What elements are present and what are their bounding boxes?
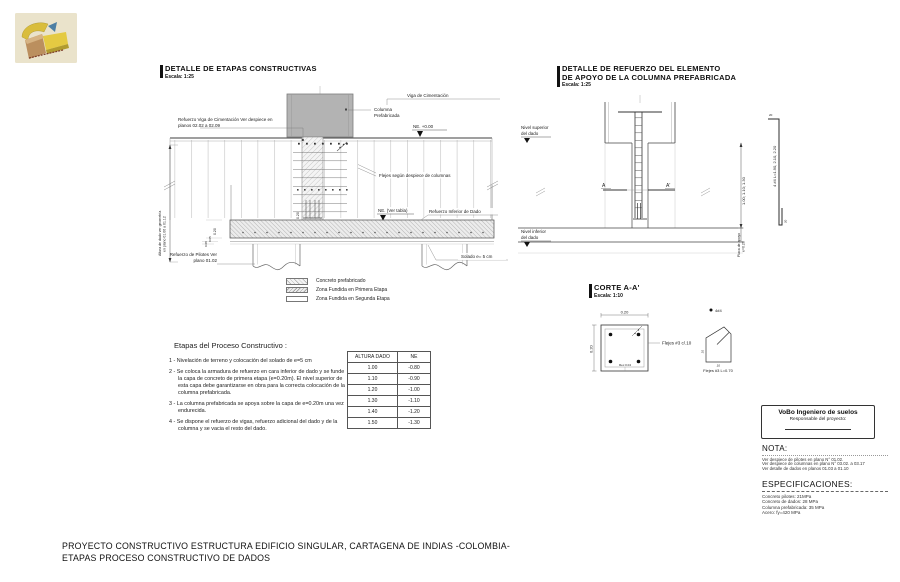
legend-label: Zona Fundida en Primera Etapa bbox=[316, 287, 388, 294]
label-fleje-detalle: Flejes #3 L=0.70 bbox=[703, 368, 733, 373]
nota-line: Ver despiece de pilotes en plano N° 01.02. bbox=[762, 456, 844, 462]
especificaciones-line: Concreto de dados: 28 MPa bbox=[762, 499, 819, 505]
right-detail-scale: Escala: 1:25 bbox=[562, 82, 591, 88]
nota-line: Ver detalle de dados en planos 01.03 a 01.10 bbox=[762, 466, 849, 472]
level-marker-icon bbox=[524, 138, 530, 143]
label-nivel-inferior-2: del dado bbox=[521, 235, 539, 240]
column-ties-ladder bbox=[293, 150, 347, 214]
corte-scale: Escala: 1:10 bbox=[594, 292, 623, 299]
slab-lines bbox=[518, 228, 743, 253]
table-cell: -1.10 bbox=[398, 396, 431, 407]
bottom-rebar-dots bbox=[234, 231, 490, 234]
especificaciones-block bbox=[762, 479, 888, 516]
label-refuerzo-pilotes-1: Refuerzo de Pilotes Ver bbox=[169, 252, 217, 257]
table-cell: 1.40 bbox=[348, 407, 398, 418]
legend-swatch-stage2 bbox=[286, 296, 308, 303]
label-nivel-inferior-1: Nivel inferior bbox=[521, 229, 547, 234]
label-refuerzo-inferior: Refuerzo Inferior de Dado bbox=[429, 209, 481, 214]
leader-dot bbox=[345, 109, 347, 111]
footer-line-2: ETAPAS PROCESO CONSTRUCTIVO DE DADOS bbox=[62, 552, 271, 563]
signature-line bbox=[785, 429, 851, 430]
table-row bbox=[348, 407, 431, 418]
slab-dim-ticks bbox=[202, 220, 222, 244]
label-columna-2: Prefabricada bbox=[374, 113, 400, 118]
dim-solado-2: 0.08 bbox=[204, 241, 208, 247]
nota-title: NOTA: bbox=[762, 444, 788, 453]
label-ne-tabla: NE. (Ver tabla) bbox=[378, 208, 408, 213]
altura-dado-table bbox=[347, 351, 431, 429]
process-step: 2 - Se coloca la armadura de refuerzo en cara inferior de dado y se funde la capa de concreto de primera etapa (e=0.20m). El nivel superior de esta capa debe garantizarse en obra para la correcta colocación de la columna prefabricada. bbox=[169, 369, 345, 396]
label-refuerzo-pilotes-2: plano 01.02 bbox=[193, 258, 217, 263]
table-cell: -0.80 bbox=[398, 363, 431, 374]
label-solado: Solado e= 5 cm bbox=[461, 254, 493, 259]
table-cell: 1.30 bbox=[348, 396, 398, 407]
label-altura-dado-1: Altura de dado ver geometría bbox=[158, 210, 162, 256]
label-placa-2: e=0.20 bbox=[741, 241, 746, 252]
dim-altura-dado: 1.00; 1.10; 1.30 bbox=[741, 177, 746, 205]
right-detail-title-2: DE APOYO DE LA COLUMNA PREFABRICADA bbox=[562, 72, 737, 82]
legend-item bbox=[286, 287, 390, 294]
dim-pedestal: 0.20 bbox=[296, 212, 300, 219]
legend-swatch-prefab bbox=[286, 278, 308, 285]
table-row bbox=[348, 374, 431, 385]
label-barra-detalle: 4 #4 L=1.90, 2.10, 2.20 bbox=[772, 145, 777, 187]
company-logo bbox=[15, 13, 77, 63]
right-title-bar bbox=[557, 66, 560, 87]
table-row bbox=[348, 418, 431, 429]
vobo-title: VoBo Ingeniero de suelos bbox=[778, 409, 858, 416]
nota-block bbox=[762, 444, 888, 472]
legend-label: Concreto prefabricado bbox=[316, 278, 366, 285]
especificaciones-line: Acero: fy=420 MPa bbox=[762, 510, 801, 516]
label-barras: 4#4 bbox=[715, 308, 722, 313]
table-cell: 1.50 bbox=[348, 418, 398, 429]
legend-swatch-stage1 bbox=[286, 287, 308, 294]
label-viga-cimentacion: Viga de Cimentación bbox=[407, 93, 449, 98]
process-title: Etapas del Proceso Constructivo : bbox=[174, 341, 287, 350]
corte-title: CORTE A-A' bbox=[594, 283, 640, 292]
anchor-ladder bbox=[618, 112, 662, 219]
pile-left bbox=[253, 244, 300, 270]
dim-base-fleje: .10 bbox=[715, 363, 721, 368]
column-outline bbox=[536, 95, 710, 228]
legend-label: Zona Fundida en Segunda Etapa bbox=[316, 296, 390, 303]
table-cell: 1.00 bbox=[348, 363, 398, 374]
solado-layer bbox=[230, 242, 494, 245]
table-cell: 1.20 bbox=[348, 385, 398, 396]
level-marker-icon bbox=[417, 131, 423, 137]
left-detail-title: DETALLE DE ETAPAS CONSTRUCTIVAS bbox=[165, 64, 317, 73]
dim-gancho-inferior: 20 bbox=[783, 219, 788, 223]
table-cell: 1.10 bbox=[348, 374, 398, 385]
table-cell: -1.20 bbox=[398, 407, 431, 418]
label-flejes-corte: Flejes #3 c/.10 bbox=[662, 340, 692, 346]
label-columna-1: Columna bbox=[374, 107, 393, 112]
dim-lado-fleje: .10 bbox=[700, 349, 705, 354]
table-header-cell: NE bbox=[398, 352, 431, 363]
level-marker-icon bbox=[524, 242, 530, 247]
footer-line-1: PROYECTO CONSTRUCTIVO ESTRUCTURA EDIFICIO SINGULAR, CARTAGENA DE INDIAS -COLOMBIA- bbox=[62, 541, 510, 551]
especificaciones-line: Concreto pilotes: 21MPa bbox=[762, 494, 812, 499]
vobo-box bbox=[761, 405, 875, 439]
table-row bbox=[348, 396, 431, 407]
right-detail-title-1: DETALLE DE REFUERZO DEL ELEMENTO bbox=[562, 64, 721, 73]
leader-dot bbox=[302, 139, 304, 141]
process-step: 1 - Nivelación de terreno y colocación del solado de e=5 cm bbox=[169, 358, 312, 364]
label-nivel-superior-2: del dado bbox=[521, 131, 539, 136]
process-step: 3 - La columna prefabricada se apoya sobre la capa de e=0.20m una vez endurecida. bbox=[169, 400, 344, 414]
bar-dot-icon bbox=[710, 309, 713, 312]
table-row bbox=[348, 363, 431, 374]
dim-capa: 0.20 bbox=[213, 228, 217, 235]
left-detail-scale: Escala: 1:25 bbox=[165, 74, 194, 80]
process-steps bbox=[169, 358, 349, 437]
section-mark-a-prime: A' bbox=[666, 183, 671, 189]
label-refuerzo-viga-1: Refuerzo Viga de Cimentación Ver despiece en bbox=[178, 117, 273, 122]
tie-shape-detail bbox=[706, 327, 731, 362]
especificaciones-title: ESPECIFICACIONES: bbox=[762, 479, 853, 489]
first-stage-slab-hatch bbox=[230, 220, 494, 238]
dim-ancho: 0.20 bbox=[620, 309, 629, 315]
dim-gancho-superior: 20 bbox=[769, 113, 773, 117]
nota-divider bbox=[762, 455, 888, 456]
vobo-subtitle: Responsable del proyecto: bbox=[789, 417, 847, 422]
right-detail-drawing bbox=[518, 95, 788, 280]
label-recubrimiento: Rec 0.04 bbox=[618, 363, 632, 367]
table-header-row bbox=[348, 352, 431, 363]
table-row bbox=[348, 385, 431, 396]
dim-alto: 0.20 bbox=[588, 345, 594, 353]
process-step: 4 - Se dispone el refuerzo de vigas, refuerzo adicional del dado y de la columna y se vacia el resto del dado. bbox=[169, 418, 338, 432]
label-ne-cero: NE. +0.00 bbox=[413, 124, 434, 129]
legend-item bbox=[286, 296, 390, 303]
label-flejes: Flejes según despiece de columnas bbox=[379, 173, 451, 178]
corte-drawing bbox=[588, 296, 763, 396]
hatch-legend bbox=[286, 278, 390, 305]
especificaciones-line: Columna prefabricada: 35 MPa bbox=[762, 504, 825, 510]
dim-solado-1: 0.05 bbox=[208, 236, 212, 242]
table-header-cell: ALTURA DADO bbox=[348, 352, 398, 363]
table-cell: -1.00 bbox=[398, 385, 431, 396]
label-nivel-superior-1: Nivel superior bbox=[521, 125, 549, 130]
nota-line: Ver despiece de columnas en plano N° 03.02. a 03.17 bbox=[762, 461, 865, 467]
left-detail-drawing bbox=[158, 84, 538, 284]
label-refuerzo-viga-2: planos 02.02 a 02.09 bbox=[178, 123, 221, 128]
precast-column bbox=[287, 94, 353, 137]
especificaciones-divider bbox=[762, 491, 888, 492]
sheet-footer bbox=[62, 541, 510, 564]
legend-item bbox=[286, 278, 390, 285]
table-cell: -0.90 bbox=[398, 374, 431, 385]
label-altura-dado-2: en plano 01.06 a 01.12 bbox=[162, 216, 167, 252]
table-cell: -1.30 bbox=[398, 418, 431, 429]
label-placa-1: Placa de apoyo bbox=[737, 232, 741, 257]
left-title-bar bbox=[160, 65, 163, 78]
section-mark-a: A bbox=[602, 183, 606, 189]
